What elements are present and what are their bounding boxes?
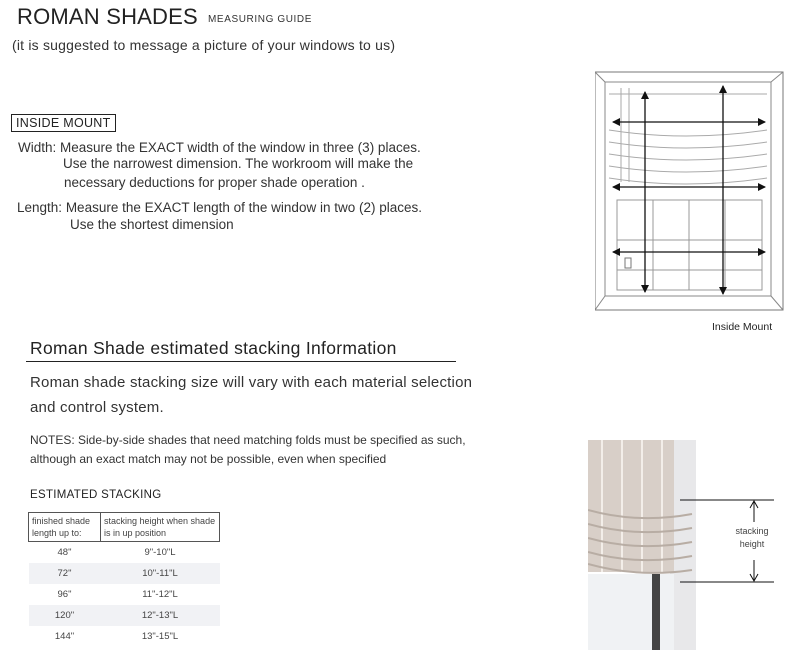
- shade-length-cell: 48": [57, 547, 72, 558]
- inside-mount-heading: INSIDE MOUNT: [11, 114, 116, 132]
- length-label: Length:: [17, 200, 63, 215]
- stacking-label-line-1: stacking: [735, 526, 769, 536]
- stacking-height-cell: 13"-15"L: [141, 631, 179, 642]
- table-row: [29, 584, 220, 605]
- length-text-1: Measure the EXACT length of the window in two (2) places.: [65, 200, 422, 215]
- width-text-1: Measure the EXACT width of the window in three (3) places.: [60, 140, 421, 155]
- shade-length-cell: 72": [29, 563, 101, 584]
- notes-text-2: although an exact match may not be possible, even when specified: [30, 452, 387, 466]
- stacking-label-line-2: height: [739, 539, 765, 549]
- table-row: [29, 542, 220, 564]
- notes-label: NOTES:: [30, 433, 75, 447]
- table-row: [29, 563, 220, 584]
- stacking-height-label: [735, 525, 769, 551]
- stacking-height-cell: 9"-10"L: [144, 547, 176, 558]
- table-header-row: [29, 513, 220, 542]
- heading-underline: [26, 361, 456, 362]
- inside-mount-diagram: [595, 70, 785, 315]
- stacking-heading: Roman Shade estimated stacking Information: [30, 338, 397, 358]
- stacking-table: [28, 512, 220, 647]
- notes-line-1: [30, 433, 466, 447]
- window-frame-post: [652, 574, 660, 650]
- shade-length-cell: 96": [57, 589, 72, 600]
- notes-text-1: Side-by-side shades that need matching folds must be specified as such,: [78, 433, 466, 447]
- width-text-2: Use the narrowest dimension. The workroom will make the: [63, 156, 414, 171]
- shade-length-cell: 120": [29, 605, 101, 626]
- header-stacking-height: stacking height when shade is in up position: [101, 513, 220, 542]
- stacking-height-cell: 11"-12"L: [142, 589, 178, 600]
- estimated-stacking-title: ESTIMATED STACKING: [30, 489, 162, 501]
- table-row: [29, 626, 220, 647]
- stacking-height-cell: 12"-13"L: [101, 605, 220, 626]
- inside-mount-caption: Inside Mount: [712, 321, 773, 333]
- suggestion-note: (it is suggested to message a picture of your windows to us): [12, 37, 396, 53]
- width-text-3: necessary deductions for proper shade operation .: [64, 175, 365, 190]
- stacking-intro-1: Roman shade stacking size will vary with each material selection: [30, 374, 473, 391]
- page-title: ROMAN SHADES: [17, 4, 198, 29]
- header-shade-length: finished shade length up to:: [29, 513, 101, 542]
- table-row: [29, 605, 220, 626]
- length-text-2: Use the shortest dimension: [70, 217, 234, 232]
- width-label: Width:: [18, 140, 57, 155]
- page-subtitle: MEASURING GUIDE: [208, 14, 313, 25]
- stacking-intro-2: and control system.: [30, 399, 164, 416]
- stacking-height-cell: 10"-11"L: [101, 563, 220, 584]
- shade-length-cell: 144": [54, 631, 75, 642]
- window-glass: [588, 574, 674, 650]
